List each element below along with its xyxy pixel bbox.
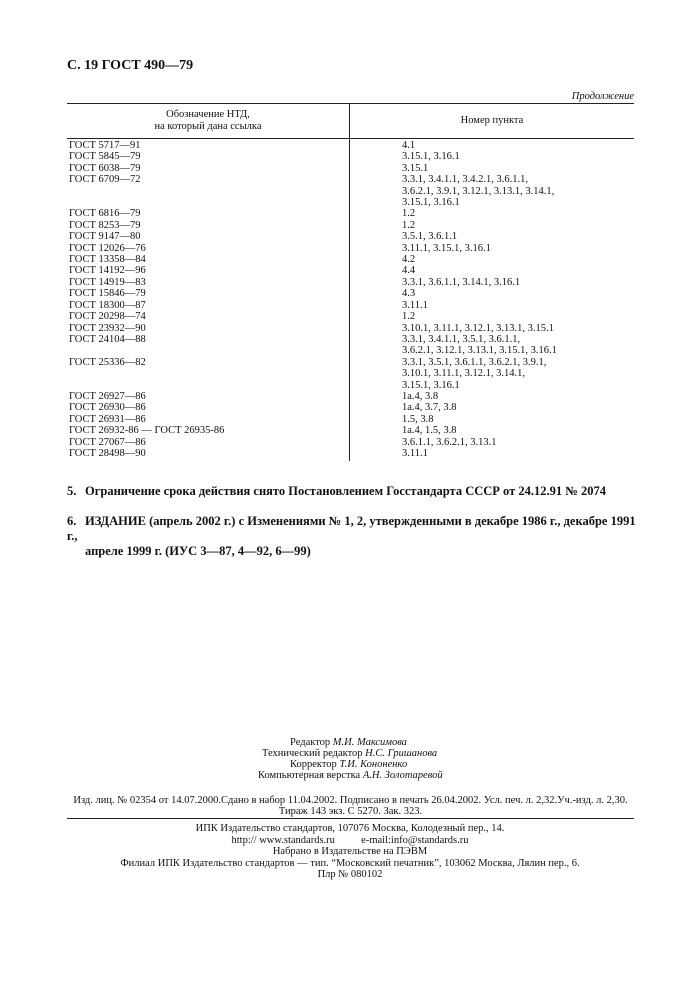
document-designation: ГОСТ 6709—72	[67, 174, 350, 208]
clause-numbers	[350, 425, 635, 436]
document-designation: ГОСТ 13358—84	[67, 254, 350, 265]
clause-line: 3.15.1, 3.16.1	[402, 379, 460, 391]
clause-line: 3.15.1, 3.16.1	[402, 151, 460, 163]
clause-numbers	[350, 323, 635, 334]
clause-numbers	[350, 163, 635, 174]
section-6	[67, 514, 647, 559]
section-6-line2: апреле 1999 г. (ИУС 3—87, 4—92, 6—99)	[85, 544, 311, 558]
table-row	[67, 357, 634, 391]
clause-numbers	[350, 151, 635, 162]
document-designation: ГОСТ 14192—96	[67, 265, 350, 276]
clause-line: 4.4	[402, 265, 416, 277]
table-row	[67, 300, 634, 311]
credit-editor-name: М.И. Максимова	[332, 737, 407, 748]
table-body	[67, 139, 634, 462]
section-5-text: Ограничение срока действия снято Постановлением Госстандарта СССР от 24.12.91 № 2074	[85, 484, 606, 498]
clause-numbers	[350, 243, 635, 254]
table-row	[67, 220, 634, 231]
clause-numbers	[350, 139, 635, 152]
credit-editor-label: Редактор	[290, 737, 331, 748]
credit-layout	[258, 770, 443, 782]
clause-numbers	[350, 391, 635, 402]
clause-numbers	[350, 437, 635, 448]
document-designation: ГОСТ 20298—74	[67, 311, 350, 322]
document-designation: ГОСТ 9147—80	[67, 231, 350, 242]
publisher-line4: Филиал ИПК Издательство стандартов — тип. “Московский печатник”, 103062 Москва, Лялин пер., 6.	[120, 857, 580, 869]
table-row	[67, 448, 634, 461]
clause-line: 3.3.1, 3.5.1, 3.6.1.1, 3.6.2.1, 3.9.1,	[402, 356, 547, 368]
document-designation: ГОСТ 18300—87	[67, 300, 350, 311]
clause-line: 1.2	[402, 311, 416, 323]
section-6-line1: ИЗДАНИЕ (апрель 2002 г.) с Изменениями № 1, 2, утвержденными в декабре 1986 г., декабре 1991 г.,	[67, 514, 636, 543]
credit-layout-name: А.Н. Золотаревой	[362, 770, 443, 781]
clause-line: 3.11.1	[402, 299, 428, 311]
table-row	[67, 391, 634, 402]
publisher-line2: http:// www.standards.ru e-mail:info@standards.ru	[231, 834, 469, 846]
table-row	[67, 254, 634, 265]
continued-label: Продолжение	[571, 91, 634, 102]
document-designation: ГОСТ 5717—91	[67, 139, 350, 152]
clause-numbers	[350, 402, 635, 413]
publisher-line5: Плр № 080102	[317, 869, 383, 881]
table-row	[67, 208, 634, 219]
clause-numbers	[350, 288, 635, 299]
document-designation: ГОСТ 12026—76	[67, 243, 350, 254]
document-designation: ГОСТ 23932—90	[67, 323, 350, 334]
table-row	[67, 402, 634, 413]
clause-line: 3.3.1, 3.6.1.1, 3.14.1, 3.16.1	[402, 276, 521, 288]
clause-line: 3.10.1, 3.11.1, 3.12.1, 3.14.1,	[402, 368, 525, 380]
clause-numbers	[350, 357, 635, 391]
col-header-document-line2: на который дана ссылка	[154, 121, 262, 132]
credit-corrector-name: Т.И. Кононенко	[339, 759, 408, 770]
table-row	[67, 414, 634, 425]
credit-tech-editor-label: Технический редактор	[262, 748, 363, 759]
clause-numbers	[350, 254, 635, 265]
table-row	[67, 323, 634, 334]
credit-tech-editor-name: Н.С. Гришанова	[365, 748, 438, 759]
clause-line: 3.11.1	[402, 447, 428, 459]
table-row	[67, 231, 634, 242]
clause-line: 3.15.1, 3.16.1	[402, 197, 460, 209]
credit-layout-label: Компьютерная верстка	[258, 770, 361, 781]
table-row	[67, 139, 634, 152]
table-row	[67, 265, 634, 276]
publisher-line1: ИПК Издательство стандартов, 107076 Москва, Колодезный пер., 14.	[195, 823, 505, 834]
clause-line: 1а.4, 3.7, 3.8	[402, 402, 457, 414]
clause-line: 3.6.2.1, 3.9.1, 3.12.1, 3.13.1, 3.14.1,	[402, 185, 555, 197]
table-row	[67, 334, 634, 357]
document-designation: ГОСТ 27067—86	[67, 437, 350, 448]
clause-line: 1.2	[402, 219, 416, 231]
table-row	[67, 277, 634, 288]
clause-line: 3.5.1, 3.6.1.1	[402, 231, 458, 243]
divider-rule	[67, 818, 634, 819]
publisher-block	[0, 823, 700, 881]
clause-numbers	[350, 220, 635, 231]
clause-numbers	[350, 231, 635, 242]
section-6-number: 6.	[67, 514, 77, 528]
document-designation: ГОСТ 5845—79	[67, 151, 350, 162]
clause-numbers	[350, 448, 635, 461]
table-row	[67, 163, 634, 174]
clause-line: 3.10.1, 3.11.1, 3.12.1, 3.13.1, 3.15.1	[402, 322, 554, 334]
document-designation: ГОСТ 6038—79	[67, 163, 350, 174]
table-row	[67, 425, 634, 436]
clause-line: 4.1	[402, 140, 416, 151]
document-designation: ГОСТ 14919—83	[67, 277, 350, 288]
clause-numbers	[350, 277, 635, 288]
imprint-line1: Изд. лиц. № 02354 от 14.07.2000.Сдано в набор 11.04.2002. Подписано в печать 26.04.2002. Усл. печ. л. 2,32.Уч.-изд. л. 2,30.	[73, 795, 628, 806]
document-designation: ГОСТ 6816—79	[67, 208, 350, 219]
document-designation: ГОСТ 28498—90	[67, 448, 350, 461]
clause-line: 3.11.1, 3.15.1, 3.16.1	[402, 242, 491, 254]
clause-line: 1а.4, 1.5, 3.8	[402, 425, 457, 437]
publisher-line3: Набрано в Издательстве на ПЭВМ	[272, 846, 428, 858]
table-row	[67, 174, 634, 208]
clause-numbers	[350, 265, 635, 276]
clause-line: 3.15.1	[402, 162, 429, 174]
document-designation: ГОСТ 26931—86	[67, 414, 350, 425]
table-row	[67, 437, 634, 448]
table-row	[67, 288, 634, 299]
clause-numbers	[350, 174, 635, 208]
imprint-block	[67, 795, 634, 817]
col-header-document-line1: Обозначение НТД,	[166, 109, 250, 120]
imprint-line2: Тираж 143 экз. С 5270. Зак. 323.	[278, 806, 423, 817]
col-header-document	[67, 104, 350, 139]
clause-line: 4.2	[402, 254, 416, 266]
document-designation: ГОСТ 26930—86	[67, 402, 350, 413]
document-designation: ГОСТ 26932-86 — ГОСТ 26935-86	[67, 425, 350, 436]
clause-line: 1.2	[402, 208, 416, 220]
clause-line: 3.3.1, 3.4.1.1, 3.5.1, 3.6.1.1,	[402, 333, 521, 345]
clause-numbers	[350, 334, 635, 357]
clause-line: 3.6.2.1, 3.12.1, 3.13.1, 3.15.1, 3.16.1	[402, 345, 557, 357]
document-designation: ГОСТ 24104—88	[67, 334, 350, 357]
table-row	[67, 151, 634, 162]
table-row	[67, 311, 634, 322]
clause-line: 3.3.1, 3.4.1.1, 3.4.2.1, 3.6.1.1,	[402, 174, 528, 186]
document-designation: ГОСТ 8253—79	[67, 220, 350, 231]
document-designation: ГОСТ 15846—79	[67, 288, 350, 299]
credit-corrector-label: Корректор	[290, 759, 337, 770]
clause-numbers	[350, 414, 635, 425]
clause-line: 4.3	[402, 288, 416, 300]
clause-numbers	[350, 311, 635, 322]
table-header-row	[67, 104, 634, 139]
document-designation: ГОСТ 26927—86	[67, 391, 350, 402]
clause-numbers	[350, 300, 635, 311]
clause-line: 1.5, 3.8	[402, 413, 434, 425]
clause-line: 3.6.1.1, 3.6.2.1, 3.13.1	[402, 436, 497, 448]
col-header-clause: Номер пункта	[350, 104, 635, 139]
page-header: С. 19 ГОСТ 490—79	[67, 58, 194, 73]
section-5	[67, 484, 647, 499]
section-5-number: 5.	[67, 484, 77, 498]
references-table	[67, 103, 634, 461]
table-row	[67, 243, 634, 254]
clause-line: 1а.4, 3.8	[402, 390, 439, 402]
document-designation: ГОСТ 25336—82	[67, 357, 350, 391]
clause-numbers	[350, 208, 635, 219]
